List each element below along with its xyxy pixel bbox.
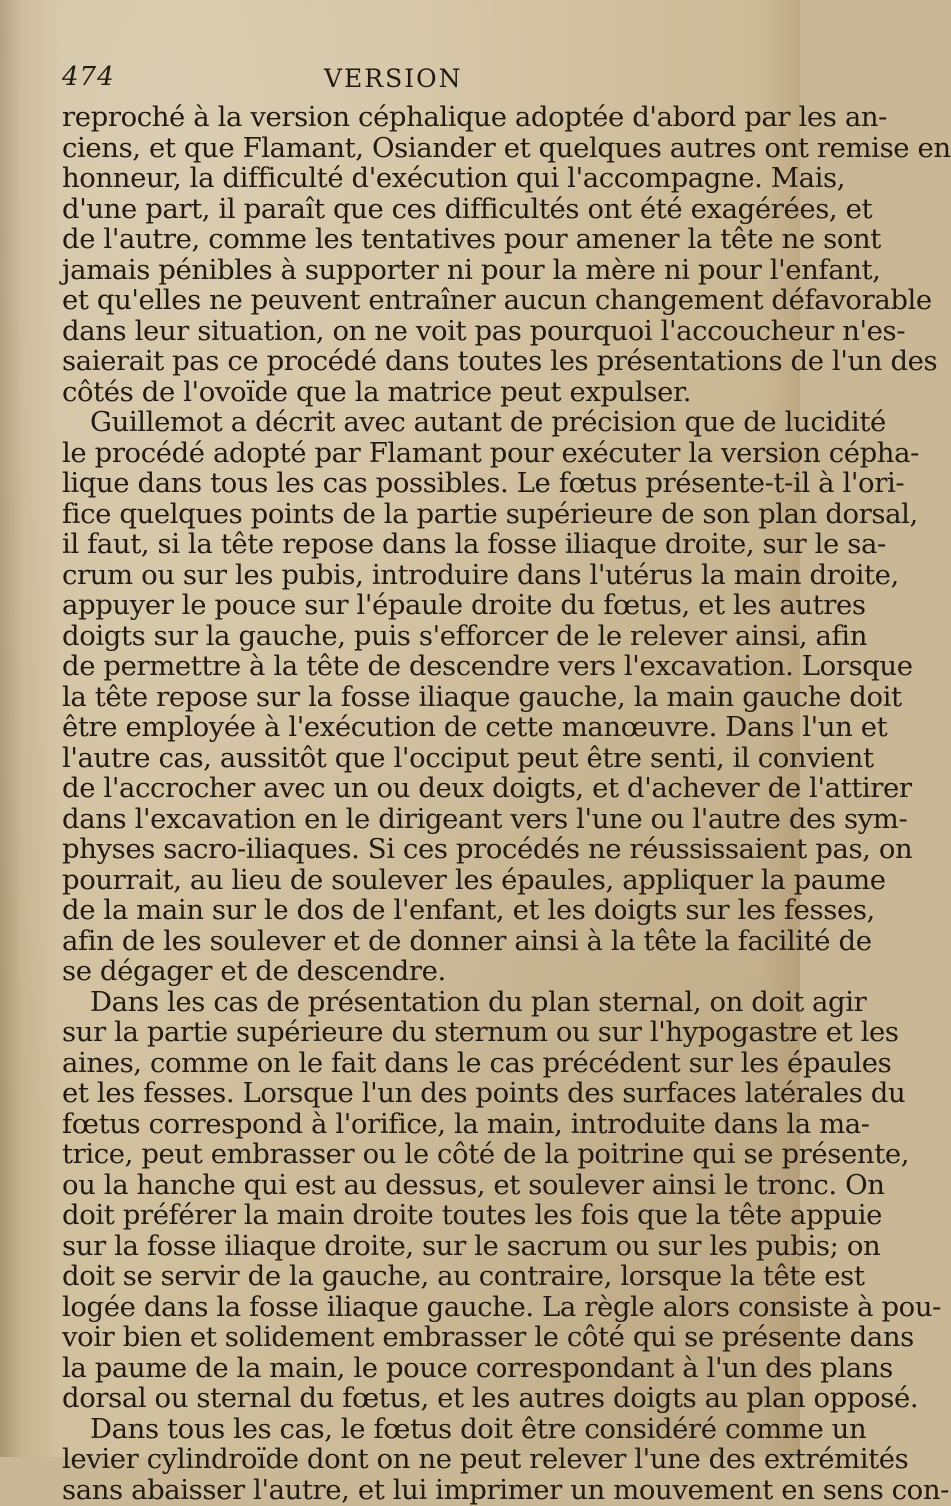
text-line: l'autre cas, aussitôt que l'occiput peut être senti, il convient (62, 741, 874, 774)
page-header (62, 62, 752, 102)
paragraph-4 (62, 1412, 950, 1506)
text-line: dans l'excavation en le dirigeant vers l'une ou l'autre des sym- (62, 802, 908, 835)
text-line: ciens, et que Flamant, Osiander et quelques autres ont remise en (62, 131, 951, 164)
text-line: côtés de l'ovoïde que la matrice peut expulser. (62, 375, 692, 408)
text-line: levier cylindroïde dont on ne peut relever l'une des extrémités (62, 1443, 909, 1475)
paragraph-1 (62, 101, 951, 408)
paragraph-3 (62, 985, 942, 1414)
text-line: appuyer le pouce sur l'épaule droite du fœtus, et les autres (62, 589, 866, 621)
text-line: doit se servir de la gauche, au contraire, lorsque la tête est (62, 1260, 865, 1292)
text-line: être employée à l'exécution de cette manœuvre. Dans l'un et (62, 711, 888, 743)
text-line: d'une part, il paraît que ces difficultés ont été exagérées, et (62, 192, 873, 225)
text-line: fice quelques points de la partie supérieure de son plan dorsal, (62, 497, 918, 530)
text-line: de l'accrocher avec un ou deux doigts, et d'achever de l'attirer (62, 772, 912, 804)
text-line: logée dans la fosse iliaque gauche. La règle alors consiste à pou- (62, 1290, 942, 1323)
text-line: saierait pas ce procédé dans toutes les présentations de l'un des (62, 345, 938, 377)
running-title: VERSION (324, 64, 463, 93)
text-line: dorsal ou sternal du fœtus, et les autres doigts au plan opposé. (62, 1382, 919, 1414)
text-line: honneur, la difficulté d'exécution qui l'accompagne. Mais, (62, 162, 846, 194)
text-line: fœtus correspond à l'orifice, la main, introduite dans la ma- (62, 1107, 870, 1140)
text-line: Guillemot a décrit avec autant de précision que de lucidité (90, 406, 886, 438)
text-line: de permettre à la tête de descendre vers l'excavation. Lorsque (62, 650, 913, 682)
text-line: lique dans tous les cas possibles. Le fœtus présente-t-il à l'ori- (62, 467, 905, 499)
text-line: la paume de la main, le pouce correspondant à l'un des plans (62, 1351, 893, 1384)
text-line: crum ou sur les pubis, introduire dans l'utérus la main droite, (62, 558, 899, 591)
text-line: doigts sur la gauche, puis s'efforcer de le relever ainsi, afin (62, 619, 868, 652)
text-line: dans leur situation, on ne voit pas pourquoi l'accoucheur n'es- (62, 314, 906, 347)
text-line: voir bien et solidement embrasser le côté qui se présente dans (62, 1321, 914, 1353)
text-line: jamais pénibles à supporter ni pour la mère ni pour l'enfant, (62, 253, 881, 286)
page-number: 474 (62, 62, 115, 92)
text-line: pourrait, au lieu de soulever les épaules, appliquer la paume (62, 863, 886, 896)
paragraph-2 (62, 406, 919, 987)
text-line: aines, comme on le fait dans le cas précédent sur les épaules (62, 1046, 892, 1079)
text-line: physes sacro-iliaques. Si ces procédés ne réussissaient pas, on (62, 833, 913, 865)
text-line: doit préférer la main droite toutes les fois que la tête appuie (62, 1199, 882, 1231)
text-line: sur la partie supérieure du sternum ou sur l'hypogastre et les (62, 1016, 899, 1048)
text-line: afin de les soulever et de donner ainsi à la tête la facilité de (62, 924, 872, 957)
text-line: sans abaisser l'autre, et lui imprimer un mouvement en sens con- (62, 1473, 950, 1506)
text-line: de l'autre, comme les tentatives pour amener la tête ne sont (62, 223, 881, 255)
text-line: reproché à la version céphalique adoptée d'abord par les an- (62, 101, 888, 133)
text-line: et qu'elles ne peuvent entraîner aucun changement défavorable (62, 284, 932, 316)
text-line: Dans tous les cas, le fœtus doit être considéré comme un (90, 1412, 867, 1445)
text-line: sur la fosse iliaque droite, sur le sacrum ou sur les pubis; on (62, 1229, 881, 1262)
text-line: Dans les cas de présentation du plan sternal, on doit agir (90, 985, 867, 1018)
text-line: le procédé adopté par Flamant pour exécuter la version cépha- (62, 436, 919, 469)
text-line: il faut, si la tête repose dans la fosse iliaque droite, sur le sa- (62, 528, 886, 560)
text-line: de la main sur le dos de l'enfant, et les doigts sur les fesses, (62, 894, 875, 926)
text-line: se dégager et de descendre. (62, 955, 446, 987)
text-line: trice, peut embrasser ou le côté de la poitrine qui se présente, (62, 1138, 910, 1170)
text-line: et les fesses. Lorsque l'un des points des surfaces latérales du (62, 1077, 906, 1109)
text-line: la tête repose sur la fosse iliaque gauche, la main gauche doit (62, 680, 902, 713)
text-line: ou la hanche qui est au dessus, et soulever ainsi le tronc. On (62, 1168, 885, 1201)
body-text (62, 101, 951, 1506)
